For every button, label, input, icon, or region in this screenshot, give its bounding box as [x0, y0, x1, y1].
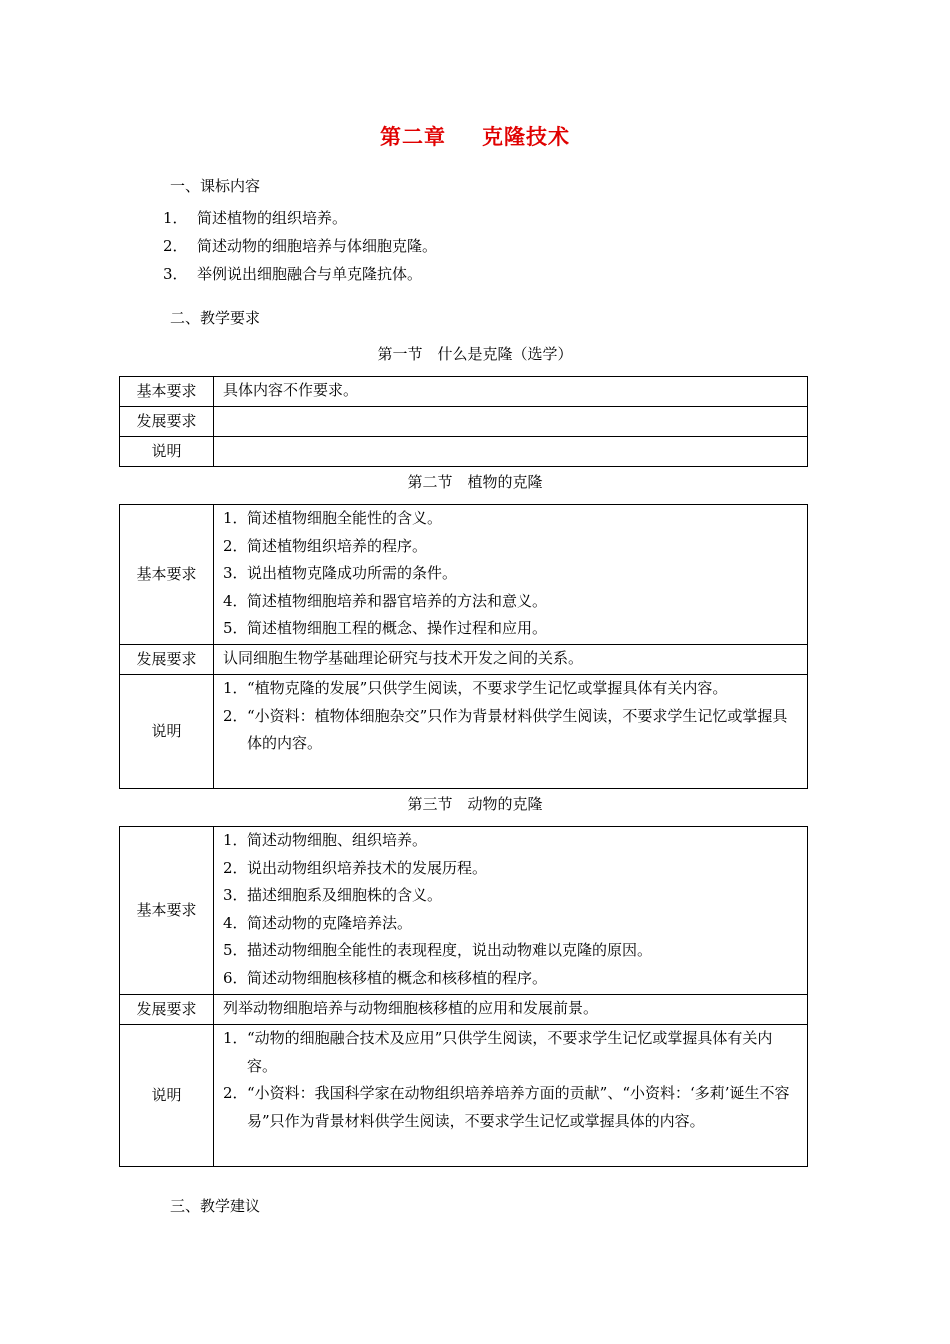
list-item: 4．简述动物的克隆培养法。 [223, 913, 413, 932]
note-list [214, 1025, 808, 1167]
development-requirement-label: 发展要求 [120, 995, 214, 1025]
chapter-number: 第二章 [380, 124, 446, 149]
list-item: 1．简述植物细胞全能性的含义。 [223, 509, 443, 527]
lesson3-table [119, 826, 808, 1167]
chapter-title [0, 121, 950, 151]
note-text [214, 437, 808, 467]
development-requirement-text: 列举动物细胞培养与动物细胞核移植的应用和发展前景。 [214, 995, 808, 1025]
development-requirement-text [214, 407, 808, 437]
lesson1-caption: 第一节 什么是克隆（选学） [377, 345, 573, 363]
list-item: 2．“小资料：我国科学家在动物组织培养培养方面的贡献”、“小资料：‘多莉’诞生不容易”只作为背景材料供学生阅读，不要求学生记忆或掌握具体的内容。 [223, 1084, 790, 1130]
lesson3-caption: 第三节 动物的克隆 [407, 795, 543, 813]
curriculum-item: 3． 举例说出细胞融合与单克隆抗体。 [163, 265, 423, 283]
list-item: 3．说出植物克隆成功所需的条件。 [223, 564, 458, 582]
curriculum-item: 1． 简述植物的组织培养。 [163, 209, 348, 227]
note-label: 说明 [120, 675, 214, 789]
note-list [214, 675, 808, 789]
chapter-name: 克隆技术 [482, 124, 570, 149]
note-label: 说明 [120, 437, 214, 467]
basic-requirement-list [214, 827, 808, 995]
basic-requirement-label: 基本要求 [120, 505, 214, 645]
basic-requirement-label: 基本要求 [120, 377, 214, 407]
curriculum-item: 2． 简述动物的细胞培养与体细胞克隆。 [163, 237, 438, 255]
basic-requirement-list [214, 505, 808, 645]
section-heading-curriculum: 一、课标内容 [170, 177, 261, 195]
list-item: 6．简述动物细胞核移植的概念和核移植的程序。 [223, 968, 548, 987]
basic-requirement-label: 基本要求 [120, 827, 214, 995]
section-heading-requirements: 二、教学要求 [170, 309, 261, 327]
lesson2-caption: 第二节 植物的克隆 [407, 473, 543, 491]
list-item: 1．“动物的细胞融合技术及应用”只供学生阅读，不要求学生记忆或掌握具体有关内容。 [223, 1029, 773, 1075]
list-item: 3．描述细胞系及细胞株的含义。 [223, 886, 443, 904]
development-requirement-label: 发展要求 [120, 407, 214, 437]
list-item: 1．简述动物细胞、组织培养。 [223, 831, 428, 849]
basic-requirement-text: 具体内容不作要求。 [214, 377, 808, 407]
list-item: 4．简述植物细胞培养和器官培养的方法和意义。 [223, 591, 548, 610]
development-requirement-label: 发展要求 [120, 645, 214, 675]
note-label: 说明 [120, 1025, 214, 1167]
lesson2-table [119, 504, 808, 789]
list-item: 2．简述植物组织培养的程序。 [223, 536, 428, 555]
development-requirement-text: 认同细胞生物学基础理论研究与技术开发之间的关系。 [214, 645, 808, 675]
list-item: 5．描述动物细胞全能性的表现程度，说出动物难以克隆的原因。 [223, 941, 653, 959]
list-item: 2．说出动物组织培养技术的发展历程。 [223, 858, 488, 877]
section-heading-suggestions: 三、教学建议 [170, 1197, 261, 1215]
list-item: 1．“植物克隆的发展”只供学生阅读，不要求学生记忆或掌握具体有关内容。 [223, 679, 728, 697]
list-item: 2．“小资料：植物体细胞杂交”只作为背景材料供学生阅读，不要求学生记忆或掌握具体的内容。 [223, 706, 788, 752]
list-item: 5．简述植物细胞工程的概念、操作过程和应用。 [223, 619, 548, 637]
lesson1-table [119, 376, 808, 467]
